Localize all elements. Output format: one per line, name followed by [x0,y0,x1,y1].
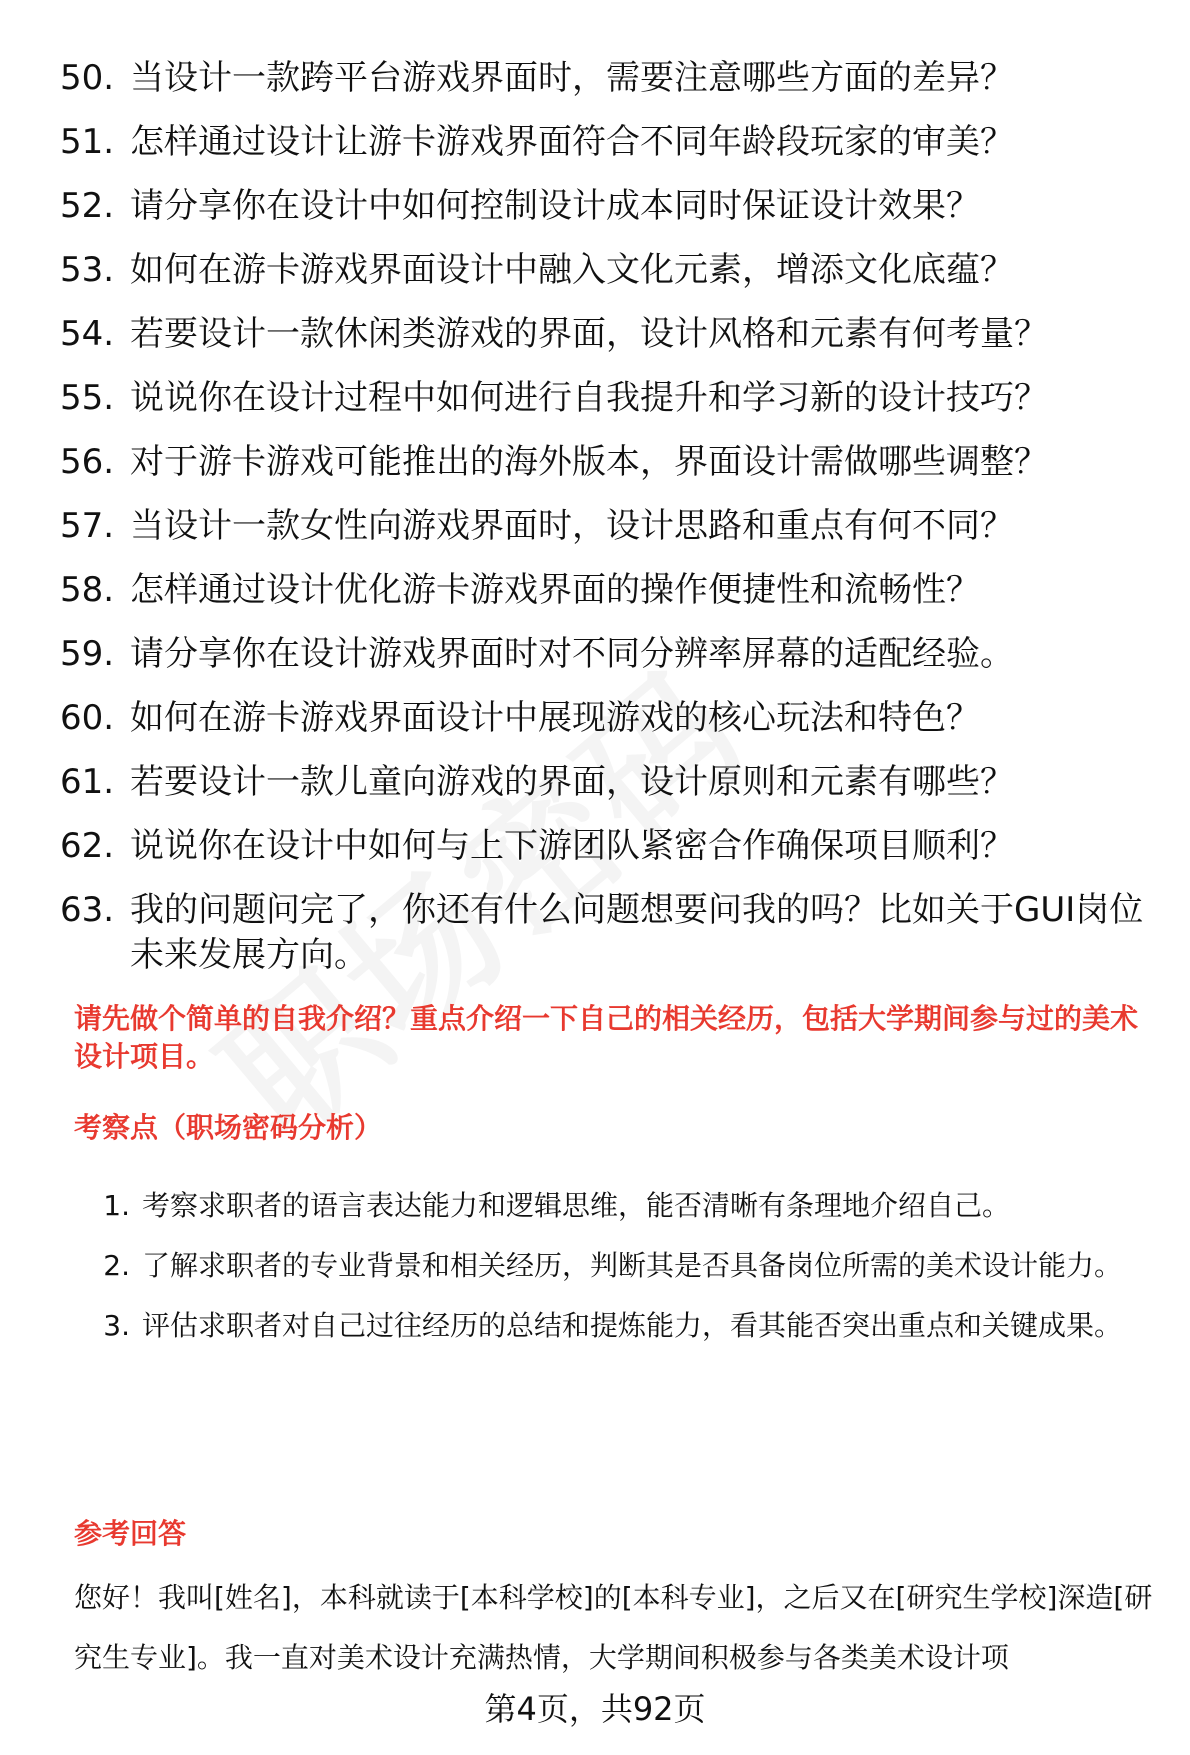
question-text: 若要设计一款休闲类游戏的界面，设计风格和元素有何考量？ [130,314,1048,354]
point-text: 考察求职者的语言表达能力和逻辑思维，能否清晰有条理地介绍自己。 [142,1189,1011,1222]
point-number: 3. [103,1309,130,1342]
question-text: 当设计一款女性向游戏界面时，设计思路和重点有何不同？ [130,506,1014,546]
point-text: 评估求职者对自己过往经历的总结和提炼能力，看其能否突出重点和关键成果。 [142,1309,1123,1342]
question-item [60,366,1150,430]
list-item [90,1296,1130,1356]
question-number: 53. [60,250,115,290]
answer-title: 参考回答 [74,1517,187,1550]
question-item [60,302,1150,366]
question-item [60,558,1150,622]
point-text: 了解求职者的专业背景和相关经历，判断其是否具备岗位所需的美术设计能力。 [142,1249,1123,1282]
list-item [90,1176,1130,1236]
question-number: 62. [60,826,115,866]
question-text: 怎样通过设计优化游卡游戏界面的操作便捷性和流畅性？ [130,570,980,610]
question-number: 60. [60,698,115,738]
question-number: 50. [60,58,115,98]
interview-question-headline: 请先做个简单的自我介绍？重点介绍一下自己的相关经历，包括大学期间参与过的美术设计项目。 [74,1002,1139,1073]
question-item [60,494,1150,558]
question-number: 55. [60,378,115,418]
question-number: 56. [60,442,115,482]
points-title: 考察点（职场密码分析） [74,1111,383,1144]
question-item [60,238,1150,302]
page-number: 第4页，共92页 [484,1690,706,1728]
question-text: 请分享你在设计游戏界面时对不同分辨率屏幕的适配经验。 [130,634,1014,674]
assessment-points-list [90,1176,1130,1356]
question-number: 54. [60,314,115,354]
question-item [60,110,1150,174]
question-number: 51. [60,122,115,162]
question-number: 57. [60,506,115,546]
question-number: 59. [60,634,115,674]
question-number: 63. [60,890,115,930]
question-text: 怎样通过设计让游卡游戏界面符合不同年龄段玩家的审美？ [130,122,1014,162]
question-text: 请分享你在设计中如何控制设计成本同时保证设计效果？ [130,186,980,226]
question-text: 若要设计一款儿童向游戏的界面，设计原则和元素有哪些？ [130,762,1014,802]
question-item [60,814,1150,878]
answer-paragraph: 您好！我叫[姓名]，本科就读于[本科学校]的[本科专业]，之后又在[研究生学校]深造[研究生专业]。我一直对美术设计充满热情，大学期间积极参与各类美术设计项 [74,1581,1153,1674]
question-number: 58. [60,570,115,610]
point-number: 2. [103,1249,130,1282]
question-item [60,174,1150,238]
question-text: 说说你在设计中如何与上下游团队紧密合作确保项目顺利？ [130,826,1014,866]
question-text: 当设计一款跨平台游戏界面时，需要注意哪些方面的差异？ [130,58,1014,98]
question-text: 说说你在设计过程中如何进行自我提升和学习新的设计技巧？ [130,378,1048,418]
question-item [60,750,1150,814]
question-item [60,46,1150,110]
question-number: 61. [60,762,115,802]
question-number: 52. [60,186,115,226]
point-number: 1. [103,1189,130,1222]
question-text: 如何在游卡游戏界面设计中展现游戏的核心玩法和特色？ [130,698,980,738]
question-text: 我的问题问完了，你还有什么问题想要问我的吗？比如关于GUI岗位未来发展方向。 [130,890,1144,975]
question-item [60,430,1150,494]
question-item [60,878,1150,978]
question-text: 如何在游卡游戏界面设计中融入文化元素，增添文化底蕴？ [130,250,1014,290]
question-list [60,46,1150,978]
question-text: 对于游卡游戏可能推出的海外版本，界面设计需做哪些调整？ [130,442,1048,482]
question-item [60,622,1150,686]
question-item [60,686,1150,750]
list-item [90,1236,1130,1296]
